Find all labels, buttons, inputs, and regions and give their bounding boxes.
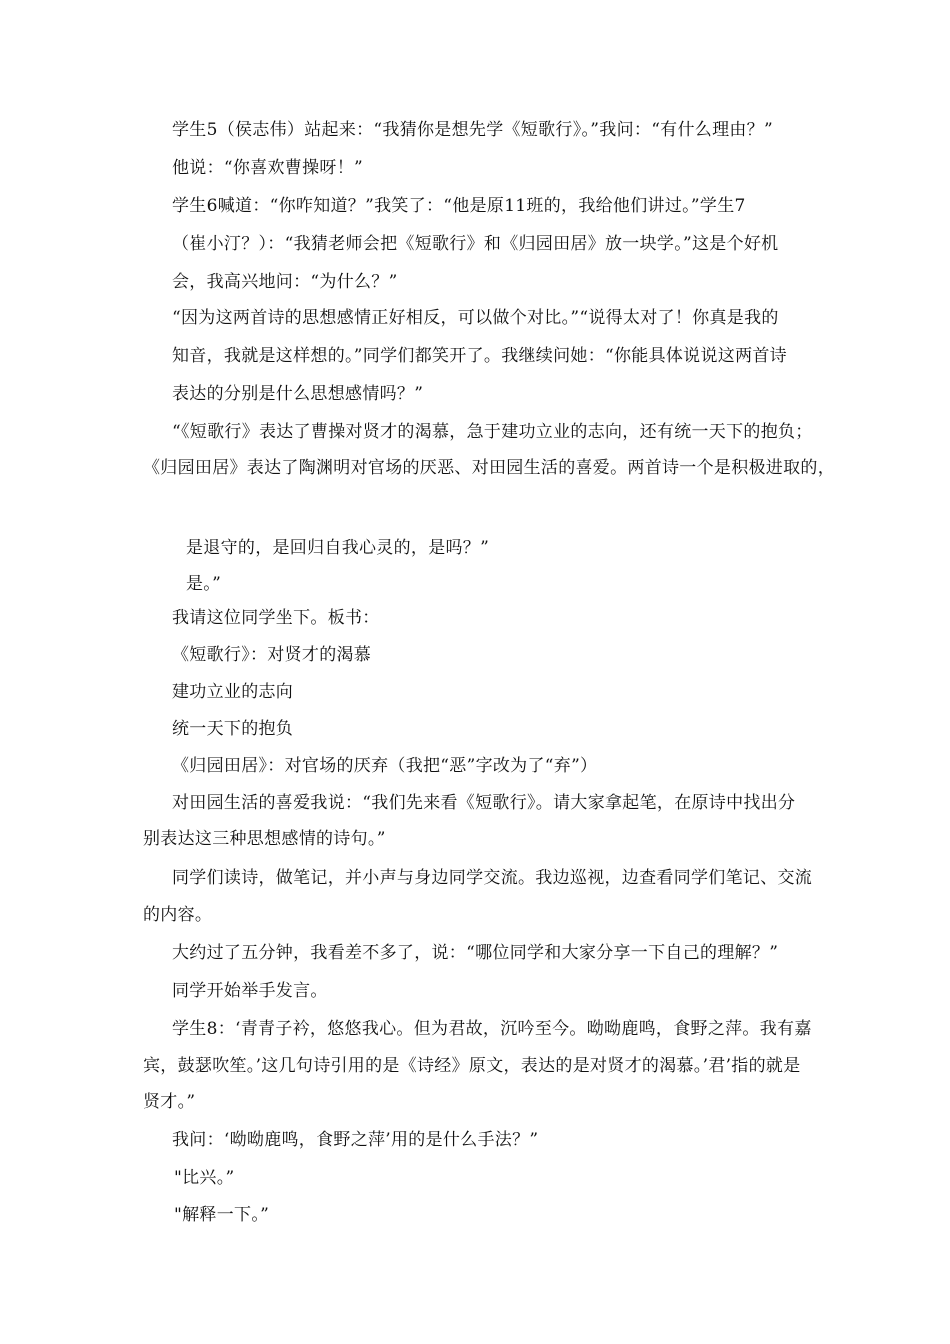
paragraph-line: 他说：“你喜欢曹操呀！” bbox=[172, 158, 363, 178]
paragraph-line: 宾，鼓瑟吹笙。’这几句诗引用的是《诗经》原文，表达的是对贤才的渴慕。’君’指的就是 bbox=[143, 1056, 801, 1076]
paragraph-line: 会，我高兴地问：“为什么？” bbox=[172, 272, 398, 292]
paragraph-line: “《短歌行》表达了曹操对贤才的渴慕，急于建功立业的志向，还有统一天下的抱负； bbox=[172, 422, 813, 442]
paragraph-line: 同学开始举手发言。 bbox=[172, 981, 328, 1001]
paragraph-line: 贤才。” bbox=[143, 1092, 196, 1112]
paragraph-line: 我请这位同学坐下。板书： bbox=[172, 608, 380, 628]
paragraph-line: 是。” bbox=[186, 574, 222, 594]
board-line: 《归园田居》：对官场的厌弃（我把“恶”字改为了“弃”） bbox=[172, 756, 598, 776]
paragraph-line: 学生8：‘青青子衿，悠悠我心。但为君故，沉吟至今。呦呦鹿鸣，食野之萍。我有嘉 bbox=[172, 1019, 812, 1039]
paragraph-line: 我问：‘呦呦鹿鸣，食野之萍’用的是什么手法？” bbox=[172, 1130, 539, 1150]
paragraph-line: 学生5（侯志伟）站起来：“我猜你是想先学《短歌行》。”我问：“有什么理由？” bbox=[172, 120, 773, 140]
paragraph-line: 学生6喊道：“你咋知道？”我笑了：“他是原11班的，我给他们讲过。”学生7 bbox=[172, 196, 746, 216]
paragraph-line: 别表达这三种思想感情的诗句。” bbox=[143, 829, 386, 849]
paragraph-line: "解释一下。” bbox=[174, 1205, 270, 1225]
paragraph-line: 表达的分别是什么思想感情吗？” bbox=[172, 384, 424, 404]
paragraph-line: 的内容。 bbox=[143, 905, 213, 925]
board-line: 建功立业的志向 bbox=[172, 682, 294, 702]
paragraph-line: 同学们读诗，做笔记，并小声与身边同学交流。我边巡视，边查看同学们笔记、交流 bbox=[172, 868, 813, 888]
paragraph-line: “因为这两首诗的思想感情正好相反，可以做个对比。”“说得太对了！你真是我的 bbox=[172, 308, 779, 328]
paragraph-line: （崔小汀？）：“我猜老师会把《短歌行》和《归园田居》放一块学。”这是个好机 bbox=[172, 234, 779, 254]
board-line: 统一天下的抱负 bbox=[172, 719, 294, 739]
paragraph-line: "比兴。” bbox=[174, 1168, 235, 1188]
paragraph-line: 是退守的，是回归自我心灵的，是吗？” bbox=[186, 538, 490, 558]
board-line: 《短歌行》：对贤才的渴慕 bbox=[172, 645, 372, 665]
paragraph-line: 《归园田居》表达了陶渊明对官场的厌恶、对田园生活的喜爱。两首诗一个是积极进取的， bbox=[143, 458, 835, 478]
paragraph-line: 大约过了五分钟，我看差不多了，说：“哪位同学和大家分享一下自己的理解？” bbox=[172, 943, 779, 963]
paragraph-line: 对田园生活的喜爱我说：“我们先来看《短歌行》。请大家拿起笔，在原诗中找出分 bbox=[172, 793, 796, 813]
paragraph-line: 知音，我就是这样想的。”同学们都笑开了。我继续问她：“你能具体说说这两首诗 bbox=[172, 346, 787, 366]
